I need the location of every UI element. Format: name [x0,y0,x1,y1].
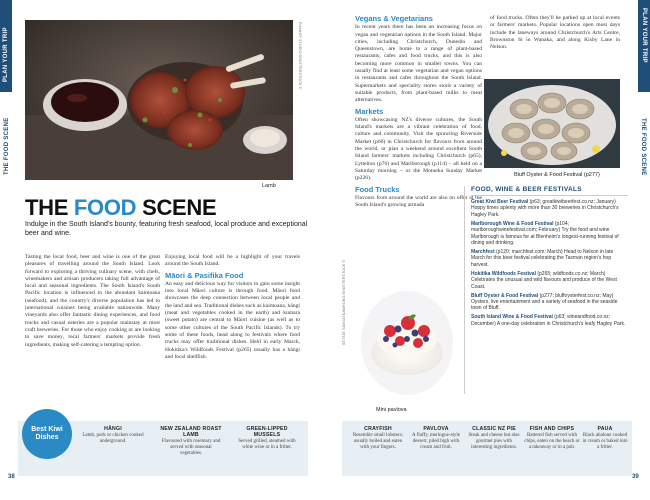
body-paragraph: Flavours from around the world are also on offer at the South Island's growing armada [355,194,482,209]
dish-item: CRAYFISH Resemble small lobsters; usually boiled and eaten with your fingers. [353,426,403,450]
photo-caption: Bluff Oyster & Food Festival (p277) [514,172,600,178]
section-tab-left [0,0,12,92]
dish-item: FISH AND CHIPS Battered fish served with chips, eaten on the beach or a takeaway or in a pub. [524,426,580,450]
body-paragraph: of food trucks. Often they'll be parked up at local events or farmers' markets. Popular locations open most days include the laneways around Christchurch's Arts Centre, Brownston St in Wanaka, and along Kisby Lane in Nelson. [490,15,620,51]
intro-text: Indulge in the South Island's bounty, featuring fresh seafood, local produce and exceptional beer and wine. [25,221,308,237]
section-heading-food-trucks: Food Trucks [355,184,400,194]
page-number-left: 38 [8,474,15,480]
photo-credit: PHANOP STUDIO/SHUTTERSTOCK © [298,22,302,90]
photo-credit: SETTAT SAIKIATDAMRONG/SHUTTERSTOCK © [342,259,346,345]
article-column-3 [355,15,482,209]
pavlova-photo [360,283,455,403]
festival-item: Hokitika Wildfoods Festival (p265; wildfoods.co.nz; March) Celebrates the unusual and wild flavours and produce of the West Coast. [471,270,617,290]
page-number-right: 39 [632,474,639,480]
article-column-4 [490,15,620,51]
side-label-left: THE FOOD SCENE [4,117,10,175]
lamb-photo [25,20,293,180]
page-title: THE FOOD SCENE [25,195,217,220]
photo-caption: Lamb [262,183,276,189]
oyster-photo [484,79,620,168]
body-paragraph: Tasting the local food, beer and wine is one of the great pleasures of travelling around the South Island. Look forward to exploring a thriving culinary scene, with chefs, winemakers and artisan producers taking full advantage of local and seasonal ingredients. The South Island's South Pacific location is influenced in the abundant kaimoana (seafood), and the country's diverse population has led to international cuisines being available nationwide. Many vineyards also offer fantastic dining experiences, and food trucks and casual eateries are a popular mainstay at most craft breweries. For those who enjoy cooking or are looking to save money, local farmers' markets provide fresh ingredients, making self-catering a tempting option. [25,254,160,348]
dish-item: GREEN-LIPPED MUSSELS Served grilled, steamed with white wine or in a fritter. [238,426,296,450]
photo-caption: Mini pavlova [376,407,407,413]
dish-item: PAVLOVA A fluffy, meringue-style dessert, piled high with cream and fruit. [411,426,461,450]
section-heading-maori: Māori & Pasifika Food [165,270,244,280]
festival-item: Marlborough Wine & Food Festival (p104; marlboroughwinefestival.com; February) Try the food and wine Marlborough is famous for at Blenheim's longest-running festival of dining and drinking. [471,220,619,247]
body-paragraph: In recent years there has been an increasing focus on vegan and vegetarian options in the South Island. Major cities, including Christchurch, Dunedin and Queenstown, are home to a range of plant-based restaurants, cafes and food trucks, and this is also becoming more common in smaller towns. You can usually find at least some vegetarian and vegan options in restaurants and cafes throughout the South Island. Supermarkets and speciality stores stock a variety of suitable products, from plant-based milks to meat alternatives. [355,24,482,104]
festival-item: Bluff Oyster & Food Festival (p277; bluffoysterfest.co.nz; May) Oysters, live entertainment and a variety of seafood in the seaside town of Bluff. [471,292,618,312]
section-tab-label: PLAN YOUR TRIP [641,8,647,63]
dish-item: NEW ZEALAND ROAST LAMB Flavoured with rosemary and served with seasonal vegetables. [160,426,222,456]
section-tab-right [638,0,650,92]
article-column-1 [25,254,160,349]
body-paragraph: Often showcasing NZ's diverse cultures, the South Island's markets are a vibrant celebration of food, culture and community. Visit the sprawling Riverside Market (p66) in Christchurch for flavours from around the world, or plan a weekend around excellent South Island farmers' markets including Christchurch (p65), Lyttelton (p76) and Marlborough (p114) – all held on a Saturday morning – or the Motueka Sunday Market (p226). [355,116,482,182]
article-column-2 [165,254,300,361]
festival-item: South Island Wine & Food Festival (p63; wineandfood.co.nz; December) A one-day celebration in Christchurch's leafy Hagley Park. [471,314,626,327]
body-paragraph: Enjoying local food will be a highlight of your travels around the South Island. [165,254,300,268]
dish-item: CLASSIC NZ PIE Steak and cheese but also gourmet pies with interesting ingredients. [468,426,520,450]
festivals-box [464,186,628,394]
festival-item: Great Kiwi Beer Festival (p63; greatkiwibeerfest.co.nz; January) Hoppy times aplenty with more than 30 breweries in Christchurch's Hagley Park. [471,199,619,218]
section-heading-markets: Markets [355,106,384,116]
dish-item: PAUA Black abalone cooked in cream or baked into a fritter. [582,426,628,450]
best-dishes-badge: Best Kiwi Dishes [22,409,72,459]
body-paragraph: An easy and delicious way for visitors to gain some insight into local Māori culture is through food. Māori food showcases the deep connection between local people and the land and sea. Traditional dishes such as kaimoana, hāngi (meat and vegetables cooked in the earth) and kumara (sweet potato) are central to Māori cuisine (as well as to some other cultures of the South Pacific Islands). To try some of these foods, head along to festivals where food trucks may offer traditional dishes. Held in early March, Hokitika's Wildfoods Festival (p265) usually has a hāngi and local shellfish. [165,280,300,360]
section-tab-label: PLAN YOUR TRIP [3,27,9,82]
festival-item: Marchfest (p120; marchfest.com; March) Head to Nelson in late March for this beer festival celebrating the Tasman region's hop harvest. [471,249,614,268]
festivals-title: FOOD, WINE & BEER FESTIVALS [471,186,628,196]
side-label-right: THE FOOD SCENE [640,118,646,176]
section-heading-vegans: Vegans & Vegetarians [355,14,433,23]
dish-item: HĀNGI Lamb, pork or chicken cooked underground. [82,426,144,444]
